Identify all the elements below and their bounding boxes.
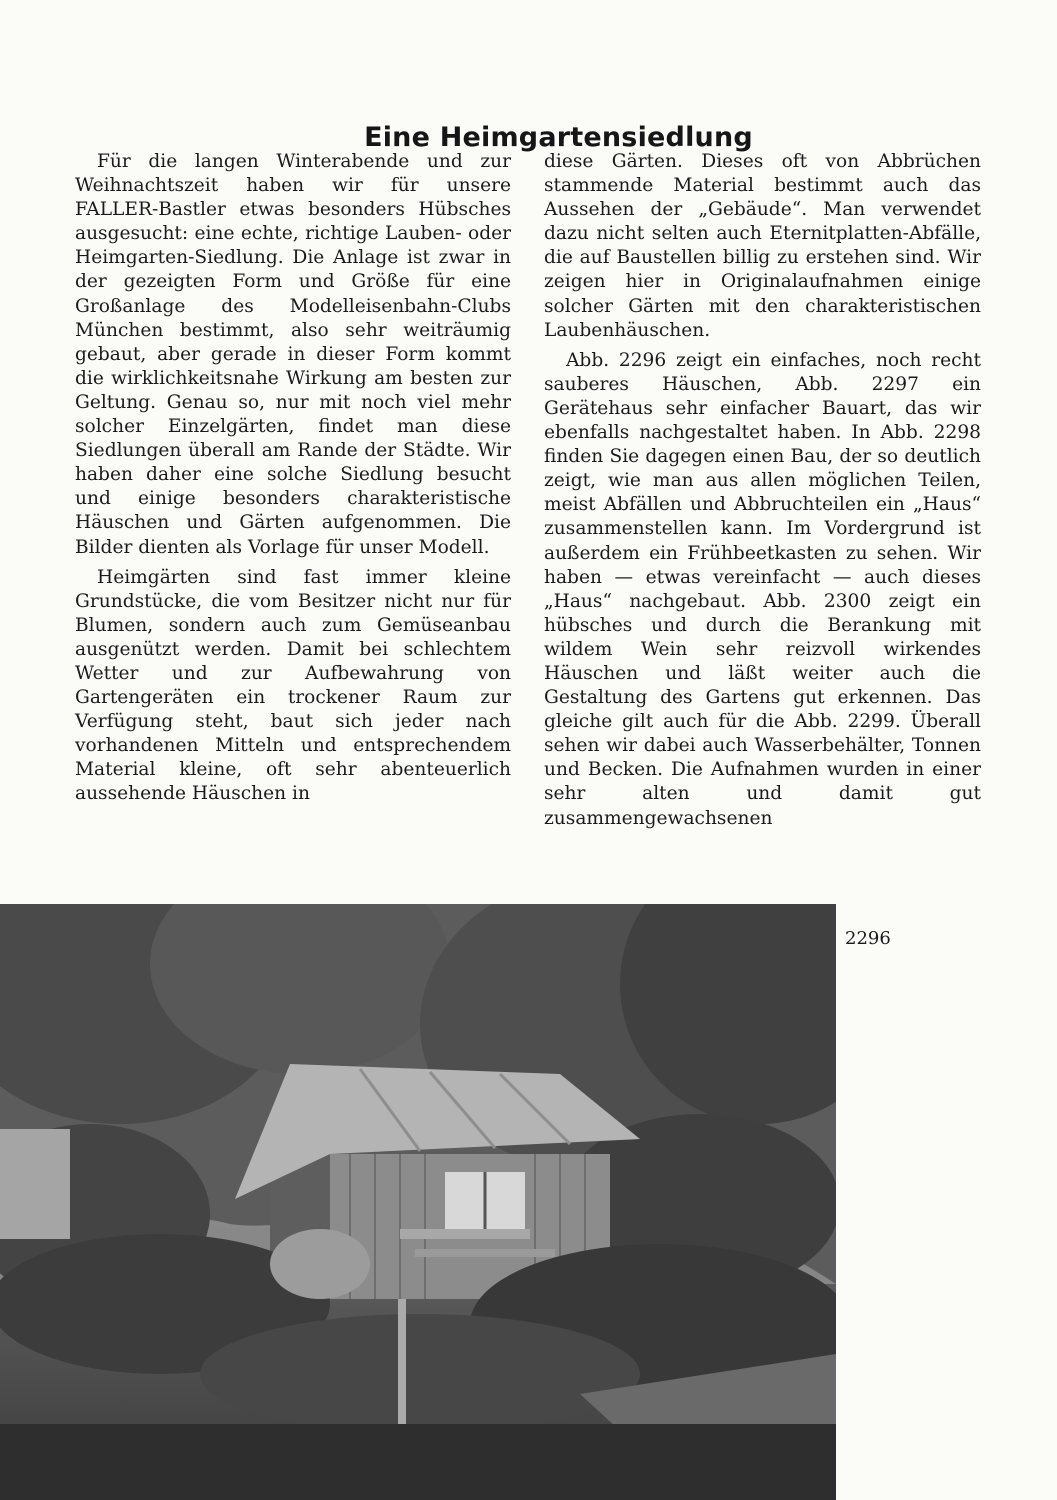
photo-illustration bbox=[0, 904, 836, 1500]
garden-shed-photo bbox=[0, 904, 836, 1500]
article-title: Eine Heimgartensiedlung bbox=[364, 122, 753, 154]
paragraph: Für die langen Winterabende und zur Weihnachtszeit haben wir für unsere FALLER-Bastler etwas besonders Hübsches ausgesucht: eine echte, richtige Lauben- oder Heimgarten-Siedlung. Die Anlage ist zwar in der gezeigten Form und Größe für eine Großanlage des Modelleisenbahn-Clubs München bestimmt, also sehr weiträumig gebaut, aber gerade in dieser Form kommt die wirklichkeitsnahe Wirkung am besten zur Geltung. Genau so, nur mit noch viel mehr solcher Einzelgärten, findet man diese Siedlungen überall am Rande der Städte. Wir haben daher eine solche Siedlung besucht und einige besonders charakteristische Häuschen und Gärten aufgenommen. Die Bilder dienten als Vorlage für unser Modell. bbox=[75, 151, 511, 558]
paragraph: diese Gärten. Dieses oft von Abbrüchen stammende Material bestimmt auch das Aussehen der „Gebäude“. Man verwendet dazu nicht selten auch Eternitplatten-Abfälle, die auf Baustellen billig zu erstehen sind. Wir zeigen hier in Originalaufnahmen einige solcher Gärten mit den charakteristischen Laubenhäuschen. bbox=[544, 151, 981, 341]
paragraph: Heimgärten sind fast immer kleine Grundstücke, die vom Besitzer nicht nur für Blumen, sondern auch zum Gemüseanbau ausgenützt werden. Damit bei schlechtem Wetter und zur Aufbewahrung von Gartengeräten ein trockener Raum zur Verfügung steht, baut sich jeder nach vorhandenen Mitteln und entsprechendem Material kleine, oft sehr abenteuerlich aussehende Häuschen in bbox=[75, 566, 511, 805]
text-column-right bbox=[544, 150, 981, 831]
figure-number: 2296 bbox=[845, 928, 891, 949]
text-column-left bbox=[75, 150, 511, 807]
paragraph: Abb. 2296 zeigt ein einfaches, noch recht sauberes Häuschen, Abb. 2297 ein Gerätehaus sehr einfacher Bauart, das wir ebenfalls nachgestaltet haben. In Abb. 2298 finden Sie dagegen einen Bau, der so deutlich zeigt, wie man aus allen möglichen Teilen, meist Abfällen und Abbruchteilen ein „Haus“ zusammenstellen kann. Im Vordergrund ist außerdem ein Frühbeetkasten zu sehen. Wir haben — etwas vereinfacht — auch dieses „Haus“ nachgebaut. Abb. 2300 zeigt ein hübsches und durch die Berankung mit wildem Wein sehr reizvoll wirkendes Häuschen und läßt weiter auch die Gestaltung des Gartens gut erkennen. Das gleiche gilt auch für die Abb. 2299. Überall sehen wir dabei auch Wasserbehälter, Tonnen und Becken. Die Aufnahmen wurden in einer sehr alten und damit gut zusammengewachsenen bbox=[544, 349, 981, 829]
